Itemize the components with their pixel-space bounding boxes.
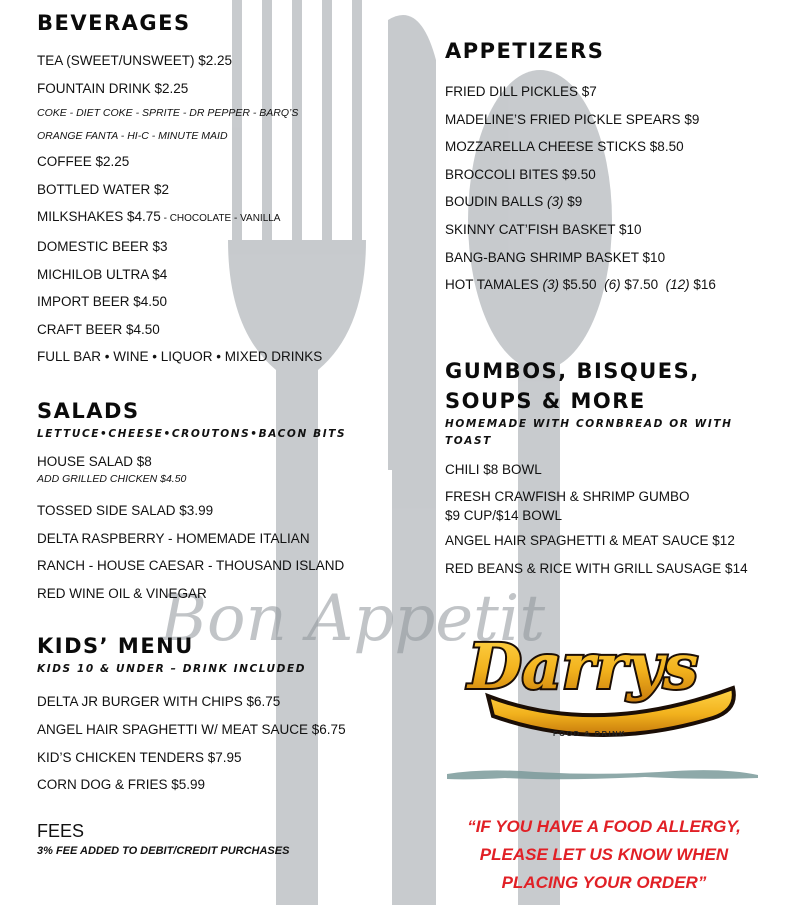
allergy-notice — [440, 813, 768, 897]
menu-item: CORN DOG & FRIES $5.99 — [37, 777, 206, 793]
tamales-qty: (3) — [542, 277, 560, 293]
menu-item: DELTA JR BURGER WITH CHIPS $6.75 — [37, 694, 281, 710]
soda-options: COKE - DIET COKE - SPRITE - DR PEPPER - BARQ’S — [37, 107, 299, 120]
tamales-price: $7.50 — [620, 277, 666, 293]
gumbos-subtitle: HOMEMADE WITH CORNBREAD OR WITH — [445, 417, 733, 430]
menu-item: ANGEL HAIR SPAGHETTI W/ MEAT SAUCE $6.75 — [37, 721, 346, 737]
menu-item: MOZZARELLA CHEESE STICKS $8.50 — [445, 139, 684, 155]
menu-item: ANGEL HAIR SPAGHETTI & MEAT SAUCE $12 — [445, 533, 735, 549]
tamales-label: HOT TAMALES — [445, 277, 543, 293]
menu-item: RED BEANS & RICE WITH GRILL SAUSAGE $14 — [445, 560, 748, 576]
menu-item — [445, 271, 775, 299]
menu-item: RANCH - HOUSE CAESAR - THOUSAND ISLAND — [37, 558, 345, 574]
menu-item: IMPORT BEER $4.50 — [37, 294, 168, 310]
menu-item: MICHILOB ULTRA $4 — [37, 266, 168, 282]
menu-item: FRIED DILL PICKLES $7 — [445, 84, 597, 99]
allergy-line: PLACING YOUR ORDER” — [501, 873, 707, 892]
menu-item: BANG-BANG SHRIMP BASKET $10 — [445, 249, 666, 265]
logo-tagline: FOOD & DRINK — [553, 729, 626, 738]
allergy-line: “IF YOU HAVE A FOOD ALLERGY, — [467, 817, 741, 836]
left-column — [37, 8, 417, 860]
tamales-price: $5.50 — [559, 277, 605, 293]
menu-item-price: $9 CUP/$14 BOWL — [445, 508, 563, 524]
tamales-price: $16 — [689, 277, 716, 293]
kids-subtitle: KIDS 10 & UNDER – DRINK INCLUDED — [37, 663, 307, 676]
menu-item — [445, 188, 775, 216]
watermark-script: Bon Appetit — [160, 582, 546, 656]
beverages-heading: BEVERAGES — [37, 11, 191, 35]
soda-options: ORANGE FANTA - HI-C - MINUTE MAID — [37, 130, 228, 143]
milkshake-flavors: - CHOCOLATE - VANILLA — [160, 213, 281, 225]
salad-note: ADD GRILLED CHICKEN $4.50 — [37, 472, 187, 485]
salads-subtitle: LETTUCE•CHEESE•CROUTONS•BACON BITS — [37, 427, 347, 440]
fees-note: 3% FEE ADDED TO DEBIT/CREDIT PURCHASES — [37, 844, 290, 857]
menu-item: SKINNY CAT’FISH BASKET $10 — [445, 221, 642, 237]
menu-item: CHILI $8 BOWL — [445, 461, 542, 477]
menu-item: MADELINE’S FRIED PICKLE SPEARS $9 — [445, 111, 700, 127]
menu-item: RED WINE OIL & VINEGAR — [37, 585, 207, 601]
menu-item: BROCCOLI BITES $9.50 — [445, 166, 596, 182]
salads-heading: SALADS — [37, 398, 140, 423]
menu-item: TOSSED SIDE SALAD $3.99 — [37, 502, 214, 518]
menu-item: HOUSE SALAD $8 — [37, 453, 152, 469]
tamales-qty: (6) — [604, 277, 621, 293]
kids-heading: KIDS’ MENU — [37, 634, 194, 659]
gumbos-heading: SOUPS & MORE — [445, 388, 646, 413]
brush-stroke-divider — [445, 766, 760, 784]
fees-heading: FEES — [37, 820, 85, 841]
menu-item: FULL BAR • WINE • LIQUOR • MIXED DRINKS — [37, 349, 323, 365]
boudin-price: $9 — [563, 194, 583, 210]
svg-text:Darrys: Darrys — [468, 630, 699, 703]
menu-item: COFFEE $2.25 — [37, 154, 130, 170]
menu-item: KID’S CHICKEN TENDERS $7.95 — [37, 749, 242, 765]
menu-item: TEA (SWEET/UNSWEET) $2.25 — [37, 53, 233, 68]
appetizers-heading: APPETIZERS — [445, 39, 605, 63]
boudin-qty: (3) — [547, 194, 564, 210]
menu-item: BOTTLED WATER $2 — [37, 181, 170, 197]
gumbos-subtitle: TOAST — [445, 434, 492, 447]
menu-item: CRAFT BEER $4.50 — [37, 321, 160, 337]
milkshakes-label: MILKSHAKES $4.75 — [37, 209, 161, 225]
menu-item — [37, 203, 417, 233]
menu-item: FRESH CRAWFISH & SHRIMP GUMBO — [445, 489, 690, 505]
boudin-label: BOUDIN BALLS — [445, 194, 548, 210]
menu-item: DELTA RASPBERRY - HOMEMADE ITALIAN — [37, 530, 310, 546]
tamales-qty: (12) — [665, 277, 690, 293]
menu-item: DOMESTIC BEER $3 — [37, 238, 168, 254]
right-column — [445, 36, 775, 583]
gumbos-heading: GUMBOS, BISQUES, — [445, 358, 700, 383]
allergy-line: PLEASE LET US KNOW WHEN — [479, 845, 729, 864]
menu-item: FOUNTAIN DRINK $2.25 — [37, 80, 189, 96]
